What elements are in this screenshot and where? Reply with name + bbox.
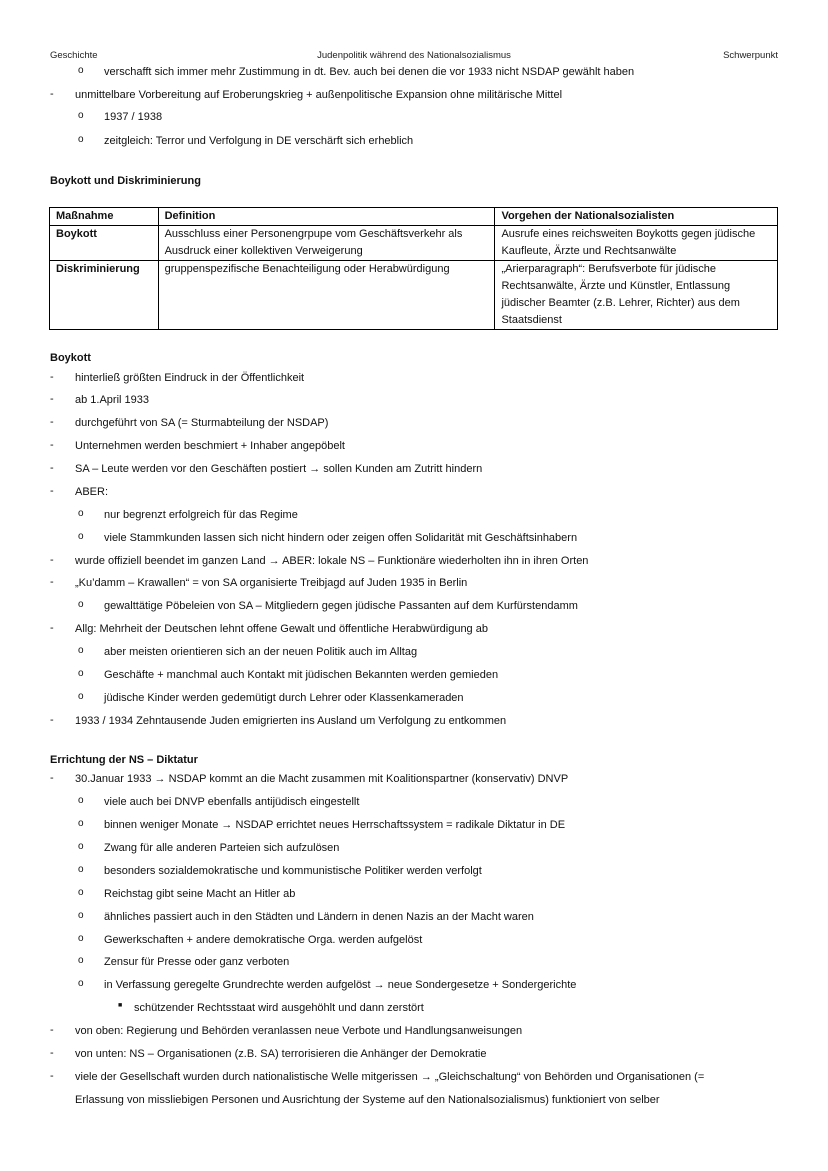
circle-bullet-icon: o (78, 841, 84, 852)
circle-bullet-icon: o (78, 691, 84, 702)
circle-bullet-icon: o (78, 955, 84, 966)
list-item: schützender Rechtsstaat wird ausgehöhlt und dann zerstört (134, 1002, 424, 1014)
list-item: zeitgleich: Terror und Verfolgung in DE verschärft sich erheblich (104, 135, 414, 147)
list-item: Zensur für Presse oder ganz verboten (104, 956, 290, 968)
square-bullet-icon: ■ (118, 1002, 123, 1009)
circle-bullet-icon: o (78, 818, 84, 829)
table-cell: „Arierparagraph“: Berufsverbote für jüdische Rechtsanwälte, Ärzte und Künstler, Entlassung jüdischer Beamter (z.B. Lehrer, Richter) aus dem Staatsdienst (495, 261, 778, 330)
list-item: ähnliches passiert auch in den Städten und Ländern in denen Nazis an der Macht waren (104, 911, 534, 923)
dash-bullet-icon: - (50, 462, 54, 474)
list-item: viele auch bei DNVP ebenfalls antijüdisch eingestellt (104, 796, 360, 808)
list-item: binnen weniger Monate → NSDAP errichtet neues Herrschaftssystem = radikale Diktatur in DE (104, 819, 566, 831)
dash-bullet-icon: - (50, 554, 54, 566)
list-item: nur begrenzt erfolgreich für das Regime (104, 509, 298, 521)
table-header-cell: Vorgehen der Nationalsozialisten (495, 208, 778, 226)
circle-bullet-icon: o (78, 978, 84, 989)
section-heading: Errichtung der NS – Diktatur (50, 754, 198, 766)
table-header-cell: Maßnahme (50, 208, 159, 226)
list-item: jüdische Kinder werden gedemütigt durch Lehrer oder Klassenkameraden (104, 692, 464, 704)
page-header (50, 50, 778, 64)
list-item: Gewerkschaften + andere demokratische Orga. werden aufgelöst (104, 934, 423, 946)
table-header-cell: Definition (158, 208, 495, 226)
list-item: ABER: (75, 486, 109, 498)
list-item-continuation: Erlassung von missliebigen Personen und Ausrichtung der Systeme auf den Nationalsozialismus) funktioniert von selber (75, 1094, 660, 1106)
table-cell: Diskriminierung (50, 261, 159, 330)
list-item: verschafft sich immer mehr Zustimmung in dt. Bev. auch bei denen die vor 1933 nicht NSDAP gewählt haben (104, 66, 635, 78)
list-item: viele der Gesellschaft wurden durch nationalistische Welle mitgerissen → „Gleichschaltung“ von Behörden und Organisationen (= (75, 1071, 705, 1083)
dash-bullet-icon: - (50, 772, 54, 784)
circle-bullet-icon: o (78, 508, 84, 519)
list-item: 30.Januar 1933 → NSDAP kommt an die Macht zusammen mit Koalitionspartner (konservativ) DNVP (75, 773, 569, 785)
circle-bullet-icon: o (78, 668, 84, 679)
list-item: durchgeführt von SA (= Sturmabteilung der NSDAP) (75, 417, 329, 429)
list-item: hinterließ größten Eindruck in der Öffentlichkeit (75, 372, 305, 384)
list-item: „Ku’damm – Krawallen“ = von SA organisierte Treibjagd auf Juden 1935 in Berlin (75, 577, 468, 589)
circle-bullet-icon: o (78, 645, 84, 656)
section-heading: Boykott und Diskriminierung (50, 175, 201, 187)
dash-bullet-icon: - (50, 88, 54, 100)
list-item: Zwang für alle anderen Parteien sich aufzulösen (104, 842, 340, 854)
circle-bullet-icon: o (78, 795, 84, 806)
table-row (50, 226, 778, 261)
circle-bullet-icon: o (78, 887, 84, 898)
list-item: SA – Leute werden vor den Geschäften postiert → sollen Kunden am Zutritt hindern (75, 463, 483, 475)
dash-bullet-icon: - (50, 371, 54, 383)
list-item: 1933 / 1934 Zehntausende Juden emigrierten ins Ausland um Verfolgung zu entkommen (75, 715, 507, 727)
table-cell: Ausschluss einer Personengrpupe vom Geschäftsverkehr als Ausdruck einer kollektiven Verweigerung (158, 226, 495, 261)
list-item: von oben: Regierung und Behörden veranlassen neue Verbote und Handlungsanweisungen (75, 1025, 523, 1037)
dash-bullet-icon: - (50, 1070, 54, 1082)
table-cell: gruppenspezifische Benachteiligung oder Herabwürdigung (158, 261, 495, 330)
section-heading: Boykott (50, 352, 91, 364)
table-header-row (50, 208, 778, 226)
dash-bullet-icon: - (50, 439, 54, 451)
measures-table (49, 207, 778, 330)
list-item: 1937 / 1938 (104, 111, 163, 123)
header-title: Judenpolitik während des Nationalsozialismus (317, 50, 511, 61)
circle-bullet-icon: o (78, 933, 84, 944)
list-item: wurde offiziell beendet im ganzen Land → ABER: lokale NS – Funktionäre wiederholten ihn in ihren Orten (75, 555, 589, 567)
list-item: Reichstag gibt seine Macht an Hitler ab (104, 888, 296, 900)
circle-bullet-icon: o (78, 134, 84, 145)
dash-bullet-icon: - (50, 393, 54, 405)
table-cell: Ausrufe eines reichsweiten Boykotts gegen jüdische Kaufleute, Ärzte und Rechtsanwälte (495, 226, 778, 261)
list-item: unmittelbare Vorbereitung auf Eroberungskrieg + außenpolitische Expansion ohne militärische Mittel (75, 89, 563, 101)
dash-bullet-icon: - (50, 485, 54, 497)
list-item: Geschäfte + manchmal auch Kontakt mit jüdischen Bekannten werden gemieden (104, 669, 499, 681)
header-label: Schwerpunkt (723, 50, 778, 61)
dash-bullet-icon: - (50, 714, 54, 726)
dash-bullet-icon: - (50, 622, 54, 634)
header-subject: Geschichte (50, 50, 98, 61)
table-cell: Boykott (50, 226, 159, 261)
dash-bullet-icon: - (50, 416, 54, 428)
dash-bullet-icon: - (50, 1047, 54, 1059)
list-item: viele Stammkunden lassen sich nicht hindern oder zeigen offen Solidarität mit Geschäftsinhabern (104, 532, 578, 544)
circle-bullet-icon: o (78, 599, 84, 610)
dash-bullet-icon: - (50, 576, 54, 588)
list-item: in Verfassung geregelte Grundrechte werden aufgelöst → neue Sondergesetze + Sondergerichte (104, 979, 577, 991)
list-item: aber meisten orientieren sich an der neuen Politik auch im Alltag (104, 646, 418, 658)
table-row (50, 261, 778, 330)
circle-bullet-icon: o (78, 910, 84, 921)
list-item: gewalttätige Pöbeleien von SA – Mitgliedern gegen jüdische Passanten auf dem Kurfürstendamm (104, 600, 578, 612)
list-item: von unten: NS – Organisationen (z.B. SA) terrorisieren die Anhänger der Demokratie (75, 1048, 487, 1060)
circle-bullet-icon: o (78, 864, 84, 875)
circle-bullet-icon: o (78, 531, 84, 542)
circle-bullet-icon: o (78, 65, 84, 76)
list-item: Unternehmen werden beschmiert + Inhaber angepöbelt (75, 440, 345, 452)
list-item: Allg: Mehrheit der Deutschen lehnt offene Gewalt und öffentliche Herabwürdigung ab (75, 623, 488, 635)
list-item: besonders sozialdemokratische und kommunistische Politiker werden verfolgt (104, 865, 482, 877)
dash-bullet-icon: - (50, 1024, 54, 1036)
circle-bullet-icon: o (78, 110, 84, 121)
list-item: ab 1.April 1933 (75, 394, 149, 406)
